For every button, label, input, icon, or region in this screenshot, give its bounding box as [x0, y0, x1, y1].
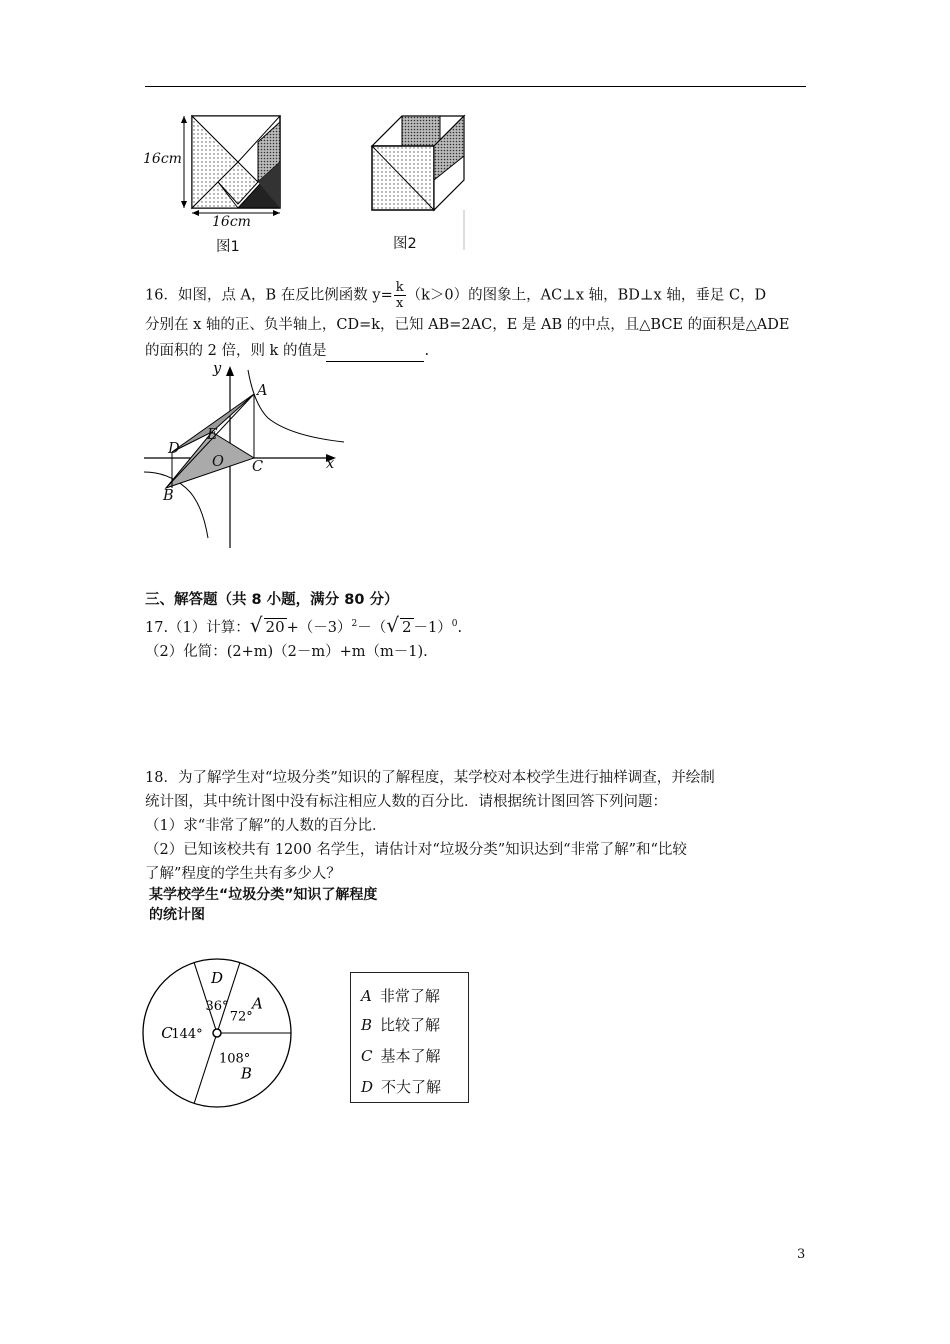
legend-text-d: 不大了解 [381, 1078, 442, 1096]
q17-sqrt2: 2 [402, 617, 412, 636]
q16-label-A: A [257, 383, 268, 399]
q16-line3-text: 的面积的 2 倍，则 k 的值是 [145, 343, 327, 359]
q18-line2: 统计图，其中统计图中没有标注相应人数的百分比．请根据统计图回答下列问题： [145, 794, 667, 810]
pie-slice-label-a: A [252, 994, 263, 1013]
q16-line2: 分别在 x 轴的正、负半轴上，CD=k，已知 AB=2AC，E 是 AB 的中点，且△BCE 的面积是△ADE [145, 317, 790, 333]
legend-text-b: 比较了解 [380, 1016, 441, 1034]
q16-label-O: O [212, 454, 224, 470]
legend-text-c: 基本了解 [380, 1047, 441, 1065]
sqrt-icon: √ [249, 612, 263, 637]
q17-part2: （2）化简：(2+m)（2－m）+m（m－1). [145, 644, 428, 660]
header-rule [145, 86, 806, 87]
fig2-caption: 图2 [393, 236, 417, 252]
fig1-dim-horizontal: 16cm [212, 214, 251, 230]
q17-sqrt1: 20 [265, 617, 285, 636]
q16-label-y: y [213, 361, 222, 377]
pie-slice-label-b: B [240, 1064, 252, 1083]
q18-line5: 了解”程度的学生共有多少人？ [145, 866, 341, 882]
q16-frac-den: x [396, 296, 404, 311]
q17-part1 [145, 613, 462, 639]
q16-line1-post: （k＞0）的图象上，AC⊥x 轴，BD⊥x 轴，垂足 C，D [406, 287, 767, 304]
q16-label-C: C [252, 459, 264, 475]
figure-2-cube [368, 110, 473, 255]
legend-item-b [361, 1014, 440, 1035]
legend-item-a [361, 985, 440, 1006]
legend-text-a: 非常了解 [379, 987, 440, 1005]
pie-angle-label-d: 36° [205, 999, 229, 1014]
sqrt-icon: √ [386, 612, 399, 637]
legend-key-b: B [361, 1016, 373, 1034]
q16-label-D: D [168, 441, 180, 457]
q16-label-x: x [326, 456, 335, 472]
fig1-caption: 图1 [216, 239, 240, 255]
figure-1-tangram-square [140, 112, 290, 257]
legend-key-a: A [361, 987, 372, 1005]
fig1-dim-vertical: 16cm [143, 151, 182, 167]
q17-part1-pre: 17.（1）计算： [145, 619, 250, 636]
q16-line3-end: . [424, 343, 430, 359]
q17-end: . [457, 619, 463, 636]
pie-slice-label-c: C [161, 1024, 173, 1042]
q16-line1-pre: 16．如图，点 A，B 在反比例函数 y= [145, 287, 393, 304]
pie-angle-label-a: 72° [229, 1009, 253, 1025]
q17-exp1: 2 [351, 619, 358, 629]
chart-title-line2: 的统计图 [149, 907, 205, 923]
pie-angle-label-c: 144° [171, 1027, 203, 1042]
legend-item-c [361, 1045, 441, 1066]
q16-line3 [145, 340, 429, 362]
pie-slice-label-d: D [210, 969, 224, 987]
q16-label-B: B [163, 488, 174, 504]
q18-line1: 18．为了解学生对“垃圾分类”知识的了解程度，某学校对本校学生进行抽样调查，并绘制 [145, 770, 715, 786]
q16-frac-num: k [395, 280, 404, 295]
pie-angle-label-b: 108° [218, 1051, 251, 1067]
legend-key-c: C [361, 1047, 373, 1065]
pie-center-dot [213, 1029, 221, 1037]
q17-mid1: +（－3） [286, 619, 352, 636]
q16-line1 [145, 280, 766, 311]
section-3-title: 三、解答题（共 8 小题，满分 80 分） [145, 592, 399, 608]
pie-chart [140, 955, 305, 1120]
q17-exp2: 0 [451, 619, 458, 629]
legend-item-d [361, 1076, 441, 1097]
page-number: 3 [797, 1247, 806, 1262]
chart-legend [350, 972, 469, 1103]
q17-mid2: －（ [357, 619, 387, 636]
q16-fraction [394, 280, 406, 311]
q18-line3: （1）求“非常了解”的人数的百分比． [145, 818, 387, 834]
q16-label-E: E [207, 427, 218, 443]
legend-key-d: D [361, 1078, 374, 1096]
chart-title-line1: 某学校学生“垃圾分类”知识了解程度 [149, 887, 378, 903]
q18-line4: （2）已知该校共有 1200 名学生，请估计对“垃圾分类”知识达到“非常了解”和“比较 [145, 842, 687, 858]
q17-mid3: －1） [413, 619, 452, 636]
